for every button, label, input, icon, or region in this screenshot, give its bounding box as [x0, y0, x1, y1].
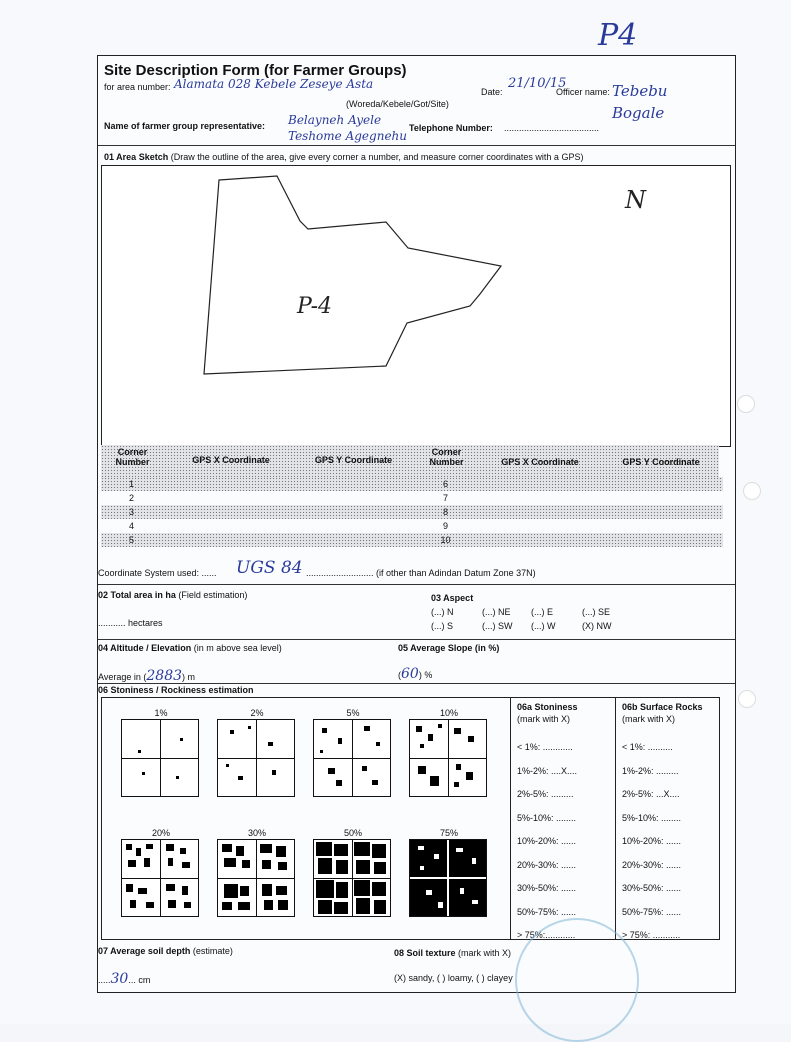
site-description-form — [97, 55, 736, 993]
total-area-sub: (Field estimation) — [178, 590, 248, 600]
pct-label: 1% — [154, 708, 168, 718]
slope-value: 60 — [401, 666, 419, 682]
woreda-hint: (Woreda/Kebele/Got/Site) — [346, 99, 449, 109]
sketch-instruction: (Draw the outline of the area, give every corner a number, and measure corner coordinates with a GPS) — [170, 152, 584, 162]
stoniness-a-option: < 1%: ............ — [517, 742, 573, 752]
col-b-items — [622, 736, 681, 948]
slope-unit: ) % — [418, 670, 433, 680]
stoniness-sample-6 — [217, 828, 295, 917]
corner-number: 9 — [442, 521, 448, 531]
soil-texture-sub: (mark with X) — [458, 948, 512, 958]
north-label: N — [625, 186, 646, 214]
altitude-line — [98, 668, 195, 684]
stone-pattern — [122, 840, 198, 916]
stoniness-heading: 06 Stoniness / Rockiness estimation — [98, 685, 254, 695]
binder-hole-3 — [738, 690, 756, 708]
aspect-option: (...) NE — [482, 607, 511, 617]
corner-number: 5 — [128, 535, 134, 545]
soil-depth-line: .....30... cm — [98, 971, 151, 987]
altitude-post: ) m — [182, 672, 196, 682]
total-area-heading-row — [98, 590, 247, 600]
total-area-line: ........... hectares — [98, 618, 163, 628]
phone-label: Telephone Number: — [409, 123, 493, 133]
pct-label: 10% — [439, 708, 458, 718]
coord-label: Coordinate System used: ...... — [98, 568, 217, 578]
stoniness-a-option: > 75%:............ — [517, 930, 576, 940]
soil-depth-heading: 07 Average soil depth — [98, 946, 191, 956]
coord-value: UGS 84 — [236, 558, 303, 578]
stoniness-b-option: 30%-50%: ...... — [622, 883, 682, 893]
stoniness-a-option: 10%-20%: ...... — [517, 836, 577, 846]
stone-pattern — [410, 840, 486, 916]
gps-header-corner-right: Corner Number — [429, 447, 464, 467]
soil-texture-options: (X) sandy, ( ) loamy, ( ) clayey — [394, 973, 513, 983]
stoniness-b-option: 10%-20%: ...... — [622, 836, 682, 846]
stoniness-sample-7 — [313, 828, 391, 917]
col-b-title: 06b Surface Rocks — [622, 702, 703, 712]
sketch-heading-row — [104, 152, 583, 162]
soil-depth-heading-row — [98, 946, 233, 956]
rep-label: Name of farmer group representative: — [104, 121, 266, 131]
stoniness-b-option: 1%-2%: ......... — [622, 765, 679, 776]
officer-label: Officer name: — [556, 87, 610, 97]
binder-hole-2 — [743, 482, 761, 500]
stoniness-a-option: 5%-10%: ........ — [517, 812, 577, 823]
stoniness-b-option-marked: 2%-5%: ...X.... — [622, 789, 680, 799]
soil-depth-value: 30 — [110, 971, 129, 987]
col-b-sub: (mark with X) — [622, 714, 676, 724]
gps-header-x-left: GPS X Coordinate — [192, 455, 270, 465]
stoniness-sample-3 — [313, 708, 391, 797]
stoniness-b-option: 5%-10%: ........ — [622, 812, 682, 823]
plot-label: P-4 — [297, 294, 333, 319]
pct-label: 2% — [250, 708, 264, 718]
corner-number: 2 — [128, 493, 134, 503]
pct-label: 75% — [439, 828, 458, 838]
stone-pattern — [410, 720, 486, 796]
stoniness-a-option: 2%-5%: ......... — [517, 789, 574, 799]
stone-pattern — [122, 720, 198, 796]
area-label: for area number: — [104, 82, 171, 92]
altitude-pre: Average in ( — [98, 672, 147, 682]
stoniness-b-option: 50%-75%: ...... — [622, 906, 682, 917]
sketch-heading: 01 Area Sketch — [104, 152, 169, 162]
area-value: Alamata 028 Kebele Zeseye Asta — [174, 77, 374, 91]
page-mark: P4 — [598, 18, 638, 53]
pct-label: 5% — [346, 708, 360, 718]
stoniness-box — [101, 697, 720, 940]
altitude-heading: 04 Altitude / Elevation — [98, 643, 192, 653]
stoniness-b-option: > 75%: ........... — [622, 930, 681, 940]
plot-outline — [204, 176, 501, 374]
stoniness-a-option: 50%-75%: ...... — [517, 906, 577, 917]
stoniness-b-column — [615, 698, 720, 939]
gps-header-row — [101, 445, 719, 477]
gps-row — [101, 477, 723, 491]
date-label: Date: — [481, 87, 503, 97]
aspect-option: (...) E — [531, 607, 553, 617]
pct-label: 50% — [343, 828, 362, 838]
stoniness-a-option: 20%-30%: ...... — [517, 859, 577, 870]
stoniness-sample-1 — [121, 708, 199, 797]
aspect-option: (...) SW — [482, 621, 513, 631]
stoniness-a-column — [510, 698, 616, 939]
slope-line: (60) % — [398, 666, 433, 682]
stone-pattern — [314, 840, 390, 916]
stoniness-b-option: < 1%: .......... — [622, 742, 673, 752]
sketch-box — [101, 165, 731, 447]
aspect-heading: 03 Aspect — [431, 593, 474, 603]
stoniness-b-option: 20%-30%: ...... — [622, 859, 682, 870]
soil-depth-unit: cm — [138, 975, 151, 985]
pct-label: 30% — [247, 828, 266, 838]
rep-value: Belayneh Ayele Teshome Agegnehu — [288, 113, 407, 143]
stone-pattern — [218, 720, 294, 796]
binder-hole-1 — [737, 395, 755, 413]
corner-number: 8 — [442, 507, 448, 517]
official-stamp — [515, 918, 639, 1042]
corner-number: 4 — [128, 521, 134, 531]
gps-header-y-left: GPS Y Coordinate — [314, 455, 393, 465]
stone-pattern — [218, 840, 294, 916]
soil-texture-heading: 08 Soil texture — [394, 948, 456, 958]
stoniness-sample-2 — [217, 708, 295, 797]
stone-pattern — [314, 720, 390, 796]
gps-row — [101, 505, 723, 519]
corner-number: 7 — [442, 493, 448, 503]
corner-number: 10 — [440, 535, 451, 545]
corner-number: 1 — [128, 479, 134, 489]
stoniness-sample-8 — [409, 828, 487, 917]
officer-value: Tebebu Bogale — [612, 82, 668, 122]
aspect-option: (...) SE — [582, 607, 611, 617]
gps-row — [101, 533, 723, 547]
coord-suffix: ........................... (if other than Adindan Datum Zone 37N) — [306, 568, 536, 578]
soil-depth-sub: (estimate) — [192, 946, 233, 956]
gps-row — [101, 519, 723, 533]
stoniness-sample-4 — [409, 708, 487, 797]
phone-dots: ...................................... — [504, 123, 600, 133]
pct-label: 20% — [151, 828, 170, 838]
total-area-heading: 02 Total area in ha — [98, 590, 176, 600]
date-value: 21/10/15 — [508, 76, 567, 91]
aspect-option: (...) S — [431, 621, 453, 631]
altitude-sub: (in m above sea level) — [193, 643, 282, 653]
gps-header-y-right: GPS Y Coordinate — [622, 457, 700, 467]
soil-texture-heading-row — [394, 948, 511, 958]
altitude-heading-row — [98, 643, 282, 653]
form-title: Site Description Form (for Farmer Groups) — [104, 62, 407, 79]
gps-header-x-right: GPS X Coordinate — [501, 457, 579, 467]
corner-number: 6 — [442, 479, 448, 489]
corner-number: 3 — [128, 507, 134, 517]
col-a-items — [517, 736, 577, 948]
gps-row — [101, 491, 723, 505]
stoniness-sample-5 — [121, 828, 199, 917]
aspect-option: (...) W — [531, 621, 556, 631]
col-a-sub: (mark with X) — [517, 714, 571, 724]
slope-heading: 05 Average Slope (in %) — [398, 643, 500, 653]
stoniness-a-option-marked: 1%-2%: ....X.... — [517, 765, 578, 776]
aspect-option: (...) N — [431, 607, 454, 617]
aspect-option-marked: (X) NW — [582, 621, 612, 631]
gps-header-corner-left: Corner Number — [115, 447, 150, 467]
altitude-value: 2883 — [146, 668, 183, 684]
stoniness-a-option: 30%-50%: ...... — [517, 883, 577, 893]
col-a-title: 06a Stoniness — [517, 702, 578, 712]
